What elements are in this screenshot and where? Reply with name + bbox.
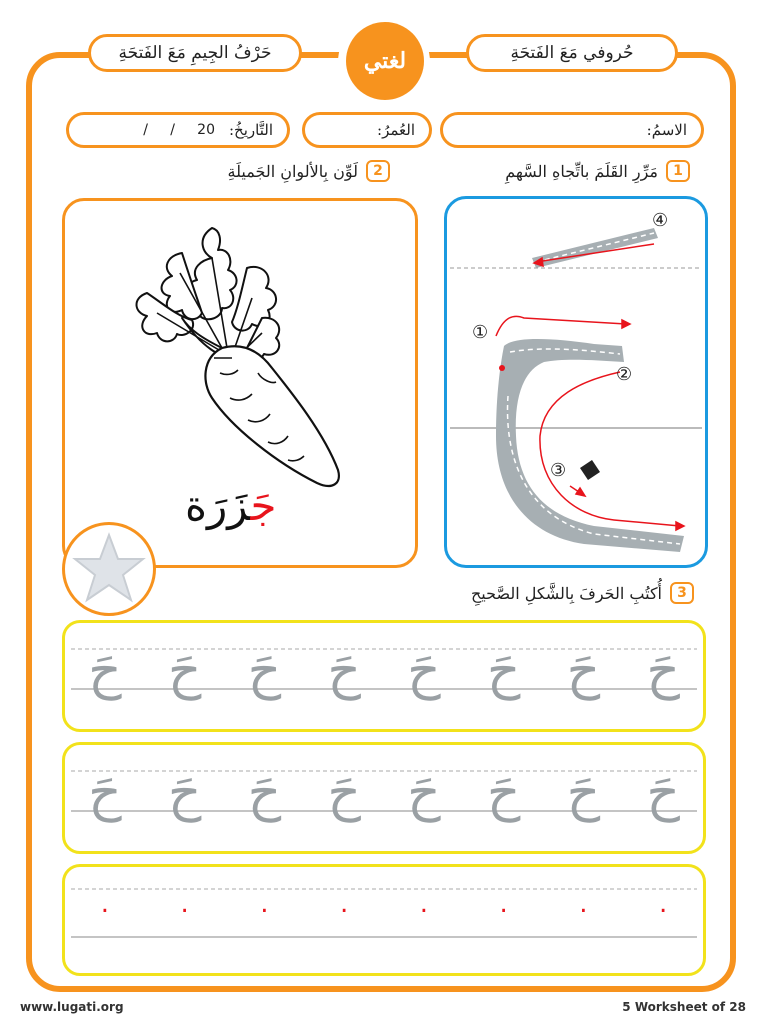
step-1-number: 1 — [666, 160, 690, 182]
step-3-number: 3 — [670, 582, 694, 604]
worksheet-title — [88, 34, 302, 72]
date-label: التَّاريخُ: — [229, 121, 273, 139]
step-1-instruction — [505, 160, 690, 182]
practice-row-2-letters — [65, 763, 703, 823]
word-rest: زَرَة — [185, 481, 251, 530]
practice-letter: حَ — [566, 641, 601, 701]
website-link[interactable]: www.lugati.org — [20, 1000, 124, 1014]
practice-row-3[interactable] — [62, 864, 706, 976]
name-label: الاسمُ: — [646, 121, 687, 139]
star-icon — [65, 525, 153, 613]
practice-row-2[interactable] — [62, 742, 706, 854]
practice-letter: حَ — [247, 641, 282, 701]
stroke-number-3: ③ — [550, 460, 567, 481]
logo — [346, 22, 424, 100]
practice-letter: حَ — [646, 641, 680, 701]
practice-letter: حَ — [486, 763, 521, 823]
worksheet-title-text: حَرْفُ الجِيمِ مَعَ الفَتحَةِ — [118, 43, 272, 63]
start-dot: . — [499, 889, 508, 919]
practice-letter: حَ — [88, 763, 122, 823]
start-dot: . — [579, 889, 588, 919]
stroke-number-2: ② — [616, 364, 633, 385]
practice-letter: حَ — [407, 763, 441, 823]
word-highlighted-letter: جَ — [250, 481, 277, 530]
tracing-guide — [444, 196, 708, 568]
start-dot: . — [100, 889, 110, 919]
name-field[interactable] — [440, 112, 704, 148]
stroke-number-4: ④ — [652, 210, 669, 231]
step-2-instruction — [228, 160, 390, 182]
practice-row-3-dots — [65, 889, 703, 919]
start-dot: . — [180, 889, 189, 919]
practice-letter: حَ — [327, 641, 361, 701]
practice-letter: حَ — [566, 763, 601, 823]
page-counter: 5 Worksheet of 28 — [622, 1000, 746, 1014]
series-title — [466, 34, 678, 72]
age-label: العُمرُ: — [377, 121, 415, 139]
practice-letter: حَ — [247, 763, 282, 823]
stroke-number-1: ① — [472, 322, 489, 343]
practice-row-3-guides — [65, 867, 703, 973]
age-field[interactable] — [302, 112, 432, 148]
word-label — [185, 481, 276, 530]
start-dot: . — [659, 889, 668, 919]
practice-letter: حَ — [167, 763, 202, 823]
practice-letter: حَ — [486, 641, 521, 701]
step-1-text: مَرِّرِ القَلَمَ باتِّجاهِ السَّهمِ — [505, 161, 658, 181]
step-3-text: أُكتُبِ الحَرفَ بِالشَّكلِ الصَّحيحِ — [470, 583, 662, 603]
practice-row-1[interactable] — [62, 620, 706, 732]
start-dot: . — [260, 889, 269, 919]
coloring-box — [62, 198, 418, 568]
tracing-box — [444, 196, 708, 568]
practice-letter: حَ — [88, 641, 122, 701]
date-field[interactable] — [66, 112, 290, 148]
practice-row-1-letters — [65, 641, 703, 701]
star-badge — [62, 522, 156, 616]
date-placeholder: / / 20 — [143, 122, 215, 138]
start-dot: . — [340, 889, 349, 919]
practice-letter: حَ — [327, 763, 361, 823]
practice-letter: حَ — [167, 641, 202, 701]
logo-text: لغتي — [363, 48, 407, 74]
practice-letter: حَ — [407, 641, 441, 701]
step-2-text: لَوِّن بِالألوانِ الجَميلَةِ — [227, 161, 358, 181]
series-title-text: حُروفي مَعَ الفَتحَةِ — [510, 43, 634, 63]
step-3-instruction — [471, 582, 694, 604]
step-2-number: 2 — [366, 160, 390, 182]
practice-letter: حَ — [646, 763, 680, 823]
start-dot: . — [419, 889, 429, 919]
